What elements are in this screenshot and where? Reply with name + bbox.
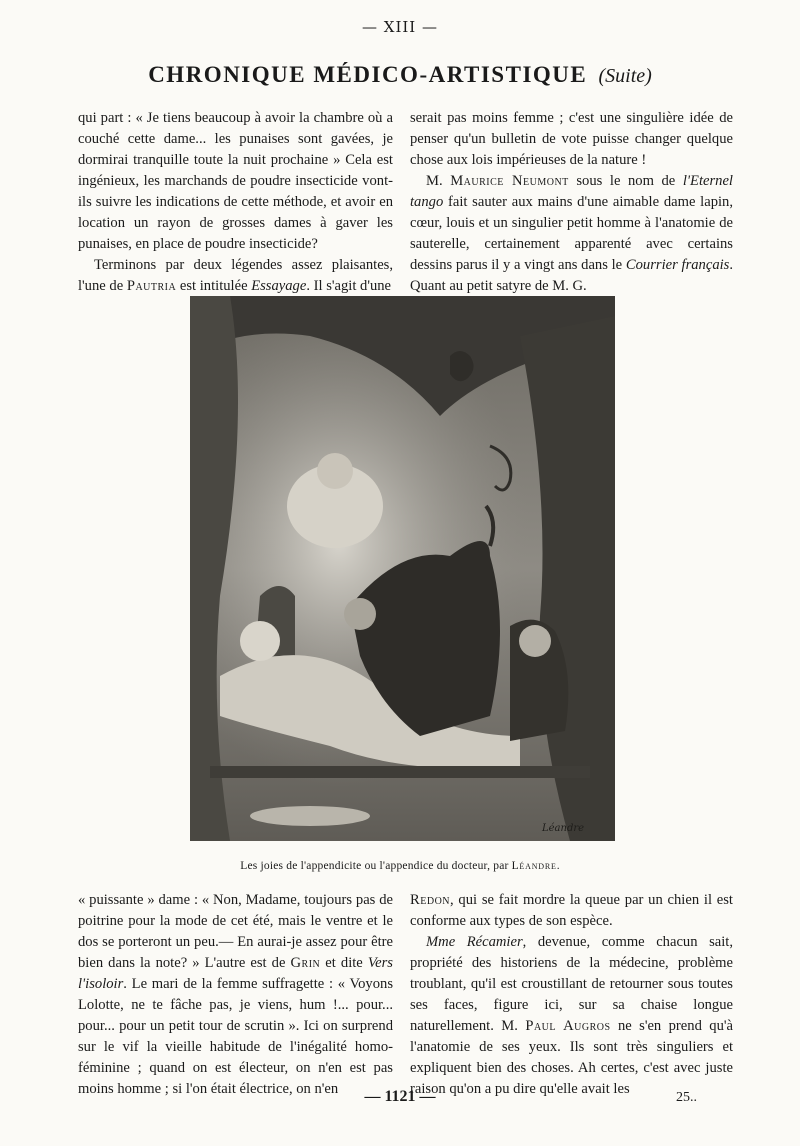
paragraph: [78, 255, 393, 297]
paragraph: serait pas moins femme ; c'est une singulière idée de penser qu'un bulletin de vote puisse changer quelque chose aux lois impérieuses de la nature !: [410, 110, 733, 168]
work-title: l'Eternel tango: [410, 173, 733, 210]
paragraph: [78, 890, 393, 1100]
text-run: , qui se fait mordre la queue par un chien il est conforme aux types de son espèce.: [410, 892, 733, 929]
text-run: sous le nom de: [568, 173, 683, 189]
doctor-head: [344, 598, 376, 630]
caption-artist: Léandre: [511, 860, 557, 872]
caption-end: .: [556, 860, 560, 872]
caption-text: Les joies de l'appendicite ou l'appendice du docteur, par: [240, 860, 512, 872]
work-title: Mme Récamier: [426, 934, 523, 950]
column-top-right: [410, 108, 733, 297]
illustration-drawing: [190, 296, 615, 841]
text-run: est intitulée: [176, 278, 252, 294]
text-run: ne s'en prend qu'à l'anatomie de ses yeux. Ils sont très singuliers et expliquent bien des choses. Ah certes, c'est avec juste raison qu'on a pu dire qu'elle avait les: [410, 1018, 733, 1097]
artist-name: Redon: [410, 892, 451, 908]
text-run: fait sauter aux mains d'une aimable dame lapin, cœur, louis et un singulier petit homme à l'anatomie de sauterelle, certainement apparenté avec certains dessins parus il y a vingt ans dans le: [410, 194, 733, 273]
page-folio: — XIII —: [362, 18, 438, 36]
text-run: . Le mari de la femme suffragette : « Voyons Lolotte, ne te fâche pas, je viens, hum !... pour... pour... pour un petit tour de scrutin ». Ici on surprend sur le vif la vieille habitude de l'inégalité homo-féminine ; quand on est électeur, on n'en est pas moins homme ; si l'on était électrice, on n'en: [78, 976, 393, 1097]
couch-base: [210, 766, 590, 778]
text-run: , devenue, comme chacun sait, propriété des historiens de la médecine, problème troublant, qu'il est croustillant de retourner sous toutes ses faces, figure ici, sur sa chaise longue naturellement. M.: [410, 934, 733, 1034]
artist-signature: Léandre: [542, 823, 585, 834]
figure-caption: [0, 860, 800, 872]
illustration: [190, 296, 615, 841]
work-title: Essayage: [251, 278, 307, 294]
text-run: et dite: [320, 955, 368, 971]
paragraph: [410, 171, 733, 297]
column-top-left: [78, 108, 393, 297]
title-text: CHRONIQUE MÉDICO-ARTISTIQUE: [148, 62, 588, 87]
floor-basin: [250, 806, 370, 826]
text-run: . Il s'agit d'une: [306, 278, 392, 294]
column-bottom-left: [78, 890, 393, 1100]
artist-name: Grin: [290, 955, 321, 971]
artist-name: Pautria: [126, 278, 177, 294]
signature-mark: 25..: [676, 1090, 697, 1105]
text-run: . Quant au petit satyre de M. G.: [410, 257, 734, 294]
text-run: Terminons par deux légendes assez plaisantes, l'une de: [78, 257, 393, 294]
paragraph: [410, 932, 733, 1100]
woman-head: [240, 621, 280, 661]
work-title: Vers l'isoloir: [78, 955, 393, 992]
text-run: « puissante » dame : « Non, Madame, toujours pas de poitrine pour la mode de cet été, mais le ventre et le dos se porteront un peu.— En aurai-je assez pour être bien dans la note? » L'autre est de: [78, 892, 393, 971]
journal-title: Courrier français: [625, 257, 730, 273]
paragraph: qui part : « Je tiens beaucoup à avoir la chambre où a couché cette dame... les punaises sont gavées, je dormirai tranquille toute la nuit prochaine » Cela est ingénieux, les marchands de poudre insecticide vont-ils suivre les indications de cette méthode, et avoir en location un rayon de grosses dames à gaver les punaises, en place de poudre insecticide?: [78, 110, 393, 252]
title-suffix: (Suite): [598, 65, 652, 87]
kneeling-man-head: [519, 625, 551, 657]
column-bottom-right: [410, 890, 733, 1100]
page-number: — 1121 —: [364, 1088, 436, 1105]
text-run: M.: [426, 173, 451, 189]
artist-name: Maurice Neumont: [450, 173, 569, 189]
paragraph: [410, 890, 733, 932]
artist-name: Paul Augros: [525, 1018, 611, 1034]
servant-head: [317, 453, 353, 489]
page-title: [0, 62, 800, 88]
